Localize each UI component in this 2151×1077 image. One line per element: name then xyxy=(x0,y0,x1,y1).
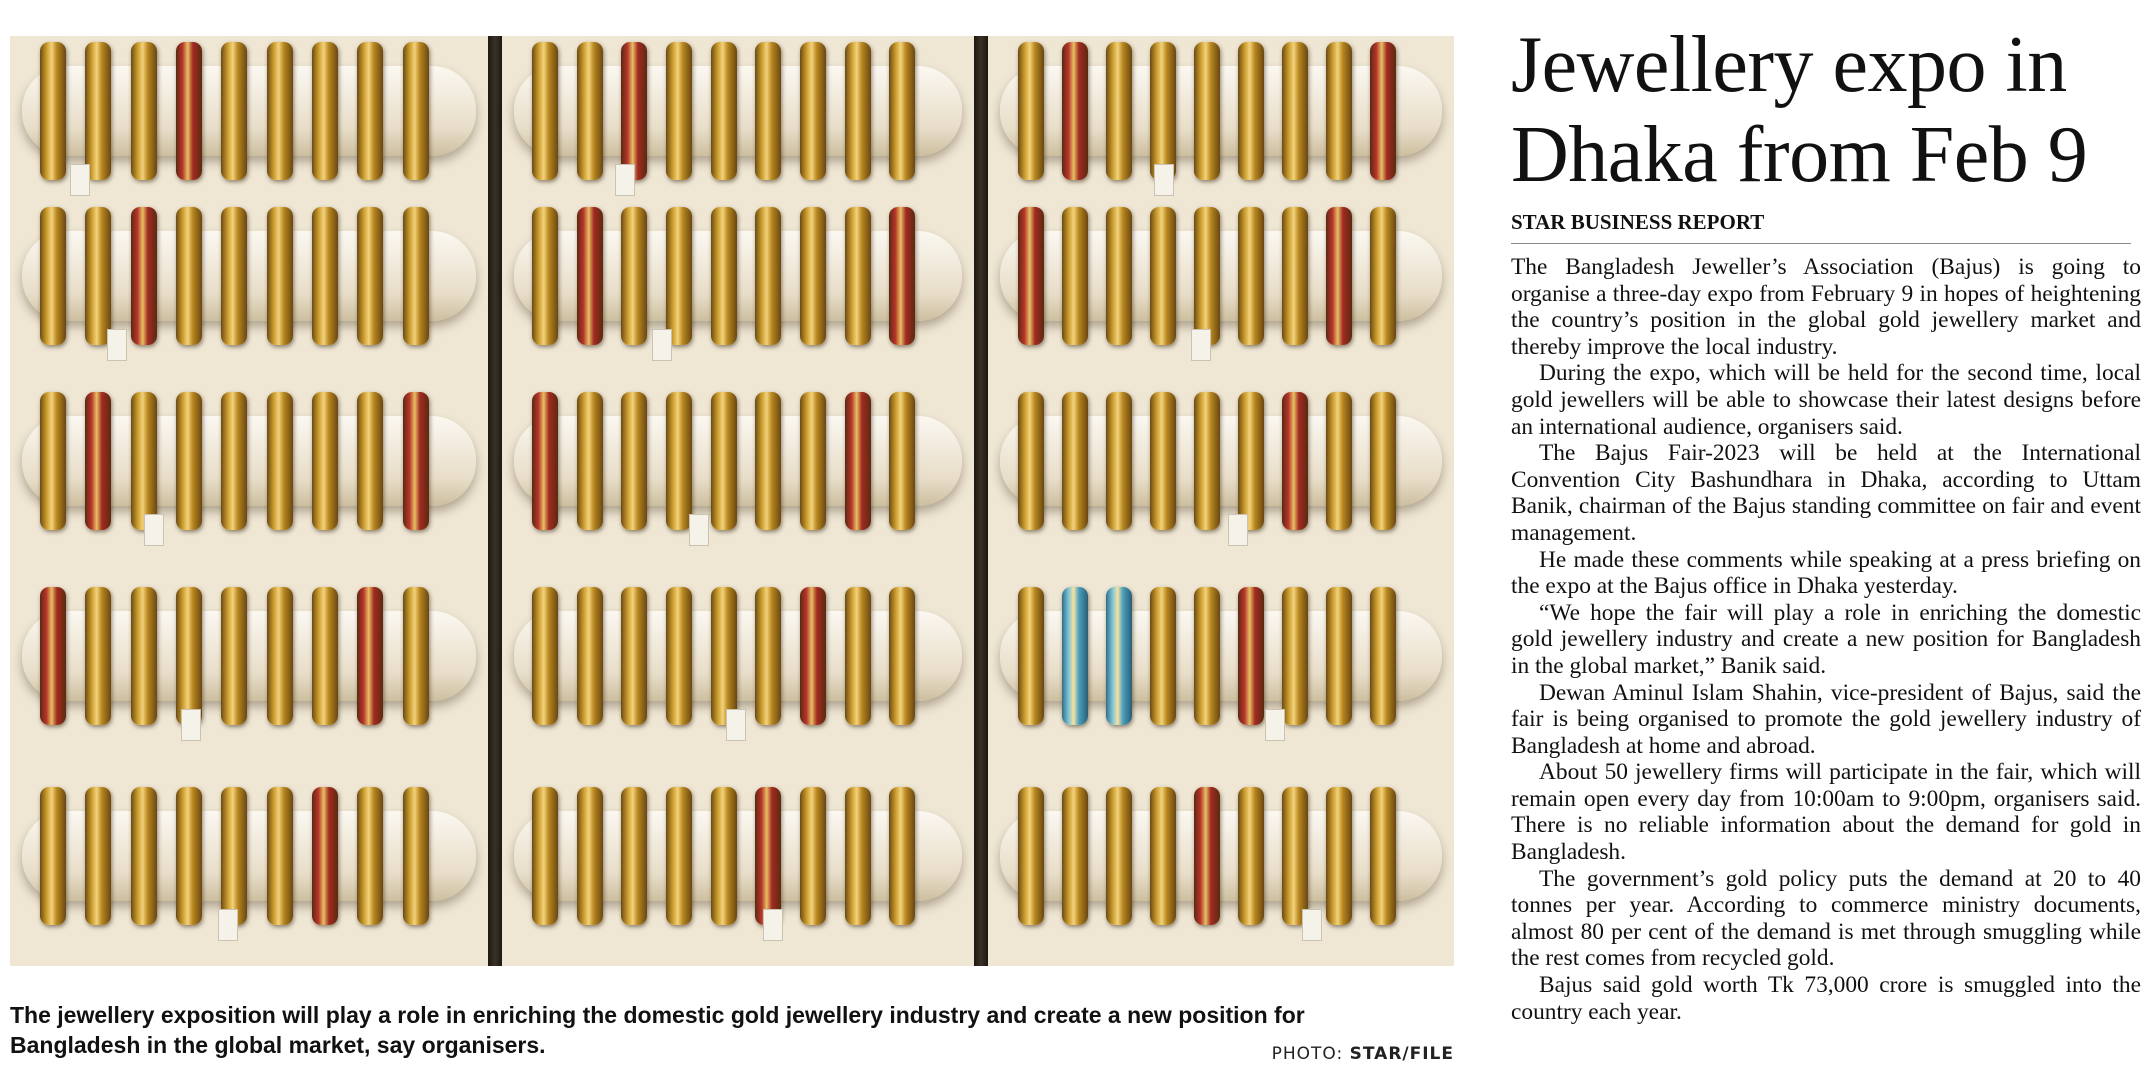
bangle xyxy=(577,392,603,530)
bangle xyxy=(755,787,781,925)
bangle xyxy=(40,207,66,345)
article-paragraph: The government’s gold policy puts the demand at 20 to 40 tonnes per year. According to commerce ministry documents, almost 80 per cent of the demand is met through smuggling while the rest comes from recycled gold. xyxy=(1511,865,2141,972)
bangle xyxy=(131,587,157,725)
bangle xyxy=(755,207,781,345)
bangle xyxy=(1106,42,1132,180)
bangle xyxy=(267,392,293,530)
bangle xyxy=(176,787,202,925)
bangle xyxy=(621,207,647,345)
bangle xyxy=(1106,207,1132,345)
bangle xyxy=(577,587,603,725)
bangle-row xyxy=(10,781,1454,931)
bangle xyxy=(1062,207,1088,345)
bangle xyxy=(1370,42,1396,180)
bangle xyxy=(1282,787,1308,925)
article-paragraph: “We hope the fair will play a role in enriching the domestic gold jewellery industry and create a new position for Bangladesh in the global market,” Banik said. xyxy=(1511,599,2141,679)
bangle xyxy=(1238,392,1264,530)
bangle xyxy=(40,787,66,925)
bangle xyxy=(532,587,558,725)
bangle xyxy=(85,392,111,530)
bangle xyxy=(845,787,871,925)
bangle xyxy=(1282,42,1308,180)
bangle-row xyxy=(10,201,1454,351)
bangle xyxy=(1326,392,1352,530)
bangle xyxy=(131,207,157,345)
price-tag xyxy=(763,909,783,941)
bangle xyxy=(1194,587,1220,725)
bangle xyxy=(403,587,429,725)
price-tag xyxy=(652,329,672,361)
bangle xyxy=(176,207,202,345)
bangle xyxy=(40,587,66,725)
bangle xyxy=(1326,42,1352,180)
bangle xyxy=(1370,587,1396,725)
bangle xyxy=(1238,42,1264,180)
bangle xyxy=(666,787,692,925)
bangle xyxy=(889,587,915,725)
bangle xyxy=(403,42,429,180)
bangle xyxy=(755,392,781,530)
bangle xyxy=(621,787,647,925)
bangle xyxy=(357,587,383,725)
bangle xyxy=(800,42,826,180)
bangle xyxy=(666,42,692,180)
jewellery-photo xyxy=(10,36,1454,966)
bangle xyxy=(1370,787,1396,925)
bangle xyxy=(1150,587,1176,725)
bangle xyxy=(577,787,603,925)
bangle xyxy=(711,42,737,180)
bangle xyxy=(403,392,429,530)
bangle xyxy=(1194,207,1220,345)
photo-credit-prefix: PHOTO: xyxy=(1271,1044,1350,1064)
bangle xyxy=(403,207,429,345)
bangle xyxy=(800,207,826,345)
bangle xyxy=(312,207,338,345)
photo-credit xyxy=(1272,1044,1454,1064)
bangle xyxy=(267,787,293,925)
bangle xyxy=(1282,587,1308,725)
article-paragraph: About 50 jewellery firms will participate in the fair, which will remain open every day from 10:00am to 9:00pm, organisers said. There is no reliable information about the demand for gold in Bangladesh. xyxy=(1511,759,2141,866)
article-body xyxy=(1511,254,2141,1025)
bangle xyxy=(845,42,871,180)
bangle xyxy=(1062,587,1088,725)
bangle xyxy=(357,392,383,530)
bangle xyxy=(1238,787,1264,925)
byline: STAR BUSINESS REPORT xyxy=(1511,210,2131,244)
bangle xyxy=(131,392,157,530)
bangle xyxy=(85,787,111,925)
price-tag xyxy=(689,514,709,546)
headline-line-2: Dhaka from Feb 9 xyxy=(1511,111,2088,199)
bangle xyxy=(800,587,826,725)
bangle xyxy=(711,787,737,925)
bangle xyxy=(711,207,737,345)
bangle xyxy=(577,42,603,180)
price-tag xyxy=(1191,329,1211,361)
bangle xyxy=(889,42,915,180)
bangle xyxy=(1018,787,1044,925)
bangle xyxy=(176,587,202,725)
article-paragraph: The Bajus Fair-2023 will be held at the International Convention City Bashundhara in Dhaka, according to Uttam Banik, chairman of the Bajus standing committee on fair and event management. xyxy=(1511,440,2141,546)
bangle xyxy=(1370,207,1396,345)
price-tag xyxy=(1265,709,1285,741)
price-tag xyxy=(70,164,90,196)
photo-caption: The jewellery exposition will play a role in enriching the domestic gold jewellery industry and create a new position for Bangladesh in the global market, say organisers. xyxy=(10,1002,1305,1058)
article xyxy=(1511,20,2141,1025)
bangle xyxy=(889,392,915,530)
article-paragraph: Bajus said gold worth Tk 73,000 crore is smuggled into the country each year. xyxy=(1511,972,2141,1025)
bangle xyxy=(711,587,737,725)
bangle xyxy=(357,207,383,345)
price-tag xyxy=(107,329,127,361)
bangle xyxy=(1238,207,1264,345)
bangle xyxy=(621,392,647,530)
bangle xyxy=(889,787,915,925)
bangle xyxy=(800,787,826,925)
article-paragraph: Dewan Aminul Islam Shahin, vice-president of Bajus, said the fair is being organised to promote the gold jewellery industry of Bangladesh at home and abroad. xyxy=(1511,679,2141,759)
bangle xyxy=(1194,392,1220,530)
bangle xyxy=(1106,787,1132,925)
bangle xyxy=(1150,42,1176,180)
bangle xyxy=(1106,587,1132,725)
bangle xyxy=(755,587,781,725)
bangle xyxy=(312,787,338,925)
price-tag xyxy=(144,514,164,546)
bangle xyxy=(1326,587,1352,725)
headline-line-1: Jewellery expo in xyxy=(1511,21,2067,109)
bangle xyxy=(889,207,915,345)
article-paragraph: The Bangladesh Jeweller’s Association (Bajus) is going to organise a three-day expo from February 9 in hopes of heightening the country’s position in the global gold jewellery market and thereby improve the local industry. xyxy=(1511,254,2141,360)
bangle xyxy=(532,787,558,925)
bangle xyxy=(131,42,157,180)
bangle xyxy=(176,392,202,530)
bangle xyxy=(267,587,293,725)
bangle xyxy=(532,207,558,345)
bangle xyxy=(221,207,247,345)
bangle xyxy=(1062,392,1088,530)
bangle xyxy=(221,392,247,530)
bangle xyxy=(1326,787,1352,925)
bangle xyxy=(131,787,157,925)
price-tag xyxy=(1228,514,1248,546)
bangle xyxy=(577,207,603,345)
bangle xyxy=(1150,392,1176,530)
bangle xyxy=(1018,587,1044,725)
bangle xyxy=(1062,42,1088,180)
bangle xyxy=(621,42,647,180)
bangle xyxy=(1282,392,1308,530)
bangle xyxy=(221,787,247,925)
bangle xyxy=(1326,207,1352,345)
bangle xyxy=(1150,207,1176,345)
bangle xyxy=(711,392,737,530)
headline xyxy=(1511,20,2141,200)
bangle xyxy=(357,42,383,180)
bangle xyxy=(1018,392,1044,530)
bangle xyxy=(1238,587,1264,725)
bangle xyxy=(1018,42,1044,180)
bangle xyxy=(357,787,383,925)
price-tag xyxy=(615,164,635,196)
price-tag xyxy=(181,709,201,741)
bangle xyxy=(221,587,247,725)
bangle-row xyxy=(10,581,1454,731)
price-tag xyxy=(1302,909,1322,941)
bangle xyxy=(85,587,111,725)
bangle xyxy=(666,207,692,345)
article-paragraph: He made these comments while speaking at a press briefing on the expo at the Bajus office in Dhaka yesterday. xyxy=(1511,546,2141,600)
bangle xyxy=(176,42,202,180)
bangle xyxy=(845,207,871,345)
bangle xyxy=(532,42,558,180)
article-paragraph: During the expo, which will be held for the second time, local gold jewellers will be able to showcase their latest designs before an international audience, organisers said. xyxy=(1511,360,2141,440)
bangle xyxy=(666,392,692,530)
bangle xyxy=(755,42,781,180)
bangle xyxy=(845,587,871,725)
bangle xyxy=(1194,42,1220,180)
bangle xyxy=(1018,207,1044,345)
bangle xyxy=(1282,207,1308,345)
bangle xyxy=(312,42,338,180)
bangle xyxy=(532,392,558,530)
bangle xyxy=(267,42,293,180)
bangle-row xyxy=(10,386,1454,536)
bangle xyxy=(666,587,692,725)
bangle xyxy=(40,392,66,530)
price-tag xyxy=(218,909,238,941)
bangle xyxy=(85,42,111,180)
bangle xyxy=(312,392,338,530)
bangle xyxy=(1062,787,1088,925)
bangle xyxy=(621,587,647,725)
bangle xyxy=(403,787,429,925)
bangle xyxy=(40,42,66,180)
price-tag xyxy=(726,709,746,741)
bangle xyxy=(1150,787,1176,925)
bangle xyxy=(1370,392,1396,530)
bangle xyxy=(221,42,247,180)
bangle xyxy=(800,392,826,530)
price-tag xyxy=(1154,164,1174,196)
bangle xyxy=(312,587,338,725)
bangle xyxy=(1194,787,1220,925)
bangle xyxy=(845,392,871,530)
bangle xyxy=(1106,392,1132,530)
photo-credit-source: STAR/FILE xyxy=(1349,1044,1454,1064)
bangle xyxy=(85,207,111,345)
bangle xyxy=(267,207,293,345)
bangle-row xyxy=(10,36,1454,186)
